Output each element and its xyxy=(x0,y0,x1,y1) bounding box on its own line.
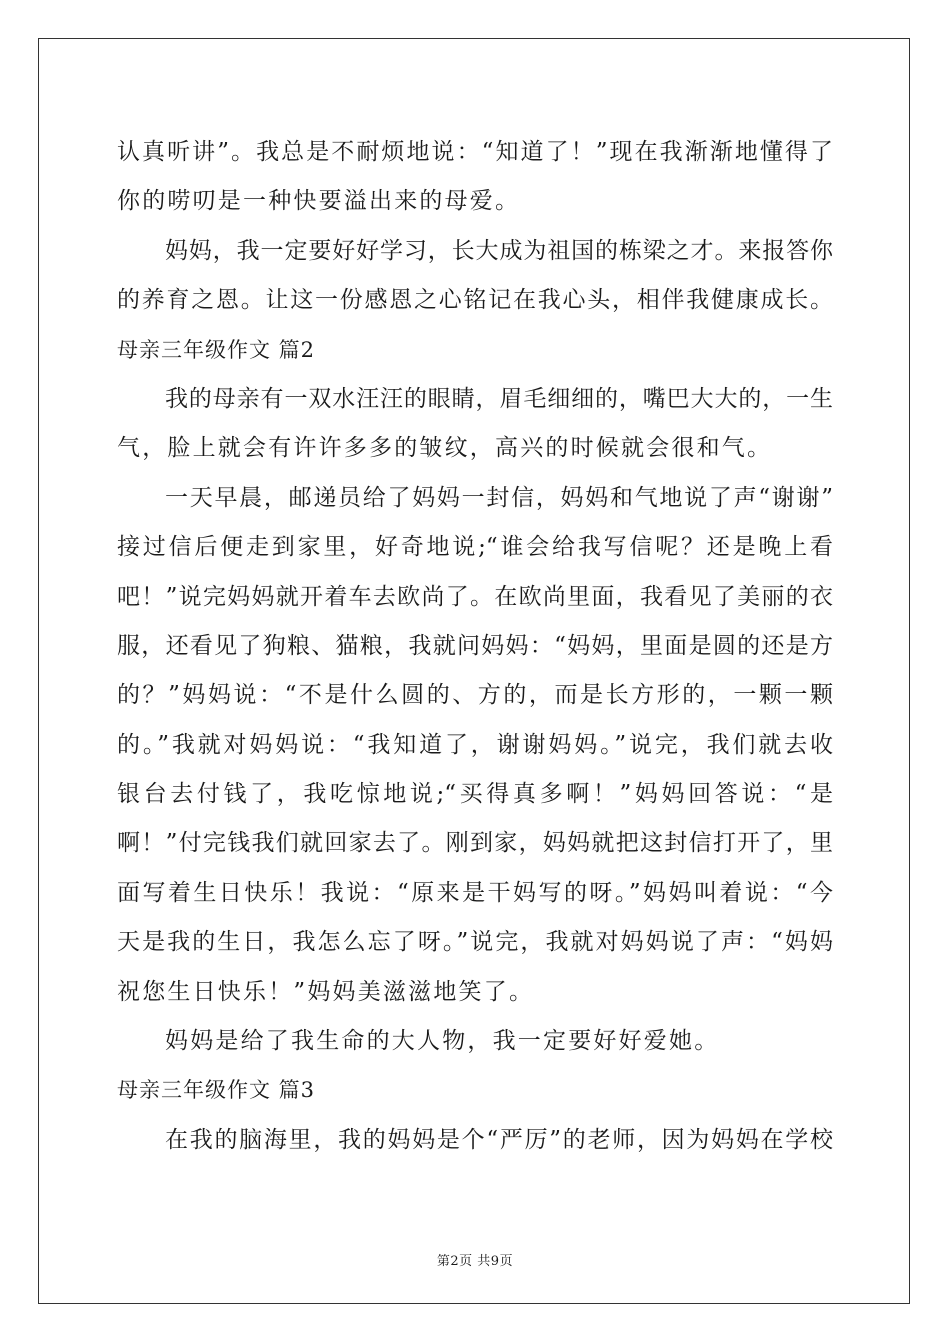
text-line: 气，脸上就会有许许多多的皱纹，高兴的时候就会很和气。 xyxy=(117,435,773,462)
text-line: 妈妈，我一定要好好学习，长大成为祖国的栋梁之才。来报答你 xyxy=(165,237,833,264)
text-line: 啊！”付完钱我们就回家去了。刚到家，妈妈就把这封信打开了，里 xyxy=(117,830,833,857)
document-body xyxy=(117,128,833,1165)
text-line: 一天早晨，邮递员给了妈妈一封信，妈妈和气地说了声“谢谢” xyxy=(165,484,833,511)
page-footer: 第2页 共9页 xyxy=(436,1254,514,1269)
text-line: 的养育之恩。让这一份感恩之心铭记在我心头，相伴我健康成长。 xyxy=(117,287,833,314)
section-heading: 母亲三年级作文 篇2 xyxy=(117,337,316,362)
text-line: 天是我的生日，我怎么忘了呀。”说完，我就对妈妈说了声：“妈妈 xyxy=(117,929,833,956)
text-line: 面写着生日快乐！我说：“原来是干妈写的呀。”妈妈叫着说：“今 xyxy=(117,879,833,906)
text-line: 认真听讲”。我总是不耐烦地说：“知道了！”现在我渐渐地懂得了 xyxy=(117,139,833,165)
text-line: 服，还看见了狗粮、猫粮，我就问妈妈：“妈妈，里面是圆的还是方 xyxy=(117,632,833,659)
text-line: 你的唠叨是一种快要溢出来的母爱。 xyxy=(117,188,521,215)
text-line: 在我的脑海里，我的妈妈是个“严厉”的老师，因为妈妈在学校 xyxy=(165,1126,833,1153)
text-line: 银台去付钱了，我吃惊地说;“买得真多啊！”妈妈回答说：“是 xyxy=(117,781,833,808)
text-line: 的。”我就对妈妈说：“我知道了，谢谢妈妈。”说完，我们就去收 xyxy=(117,731,833,758)
text-line: 妈妈是给了我生命的大人物，我一定要好好爱她。 xyxy=(165,1028,720,1055)
text-line: 吧！”说完妈妈就开着车去欧尚了。在欧尚里面，我看见了美丽的衣 xyxy=(117,583,833,610)
text-line: 接过信后便走到家里，好奇地说;“谁会给我写信呢？还是晚上看 xyxy=(117,534,833,561)
text-line: 我的母亲有一双水汪汪的眼睛，眉毛细细的，嘴巴大大的，一生 xyxy=(165,385,833,412)
section-heading: 母亲三年级作文 篇3 xyxy=(117,1078,316,1103)
text-line: 祝您生日快乐！”妈妈美滋滋地笑了。 xyxy=(117,978,535,1005)
text-line: 的？”妈妈说：“不是什么圆的、方的，而是长方形的，一颗一颗 xyxy=(117,682,833,709)
